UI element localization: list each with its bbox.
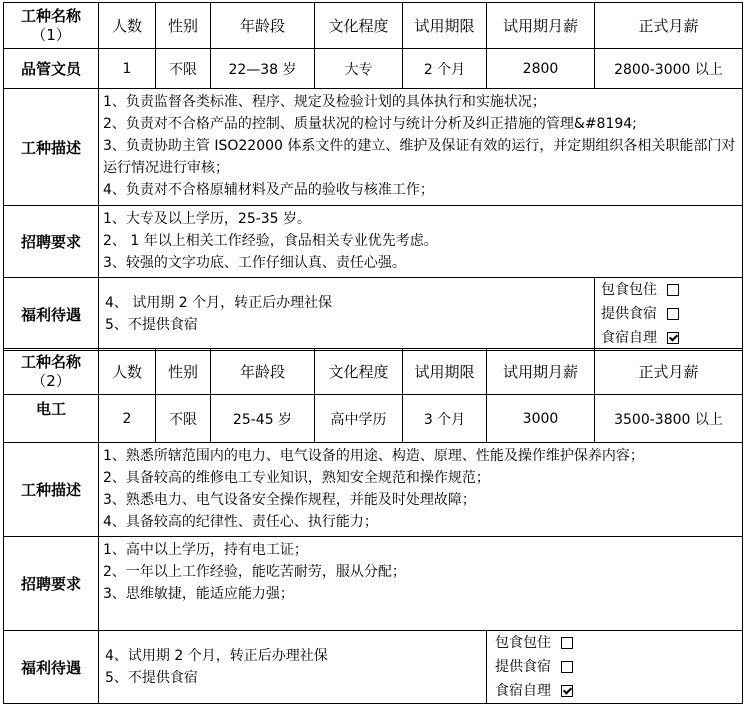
option-label: 包食包住: [495, 635, 551, 651]
desc-label: 工种描述: [4, 443, 99, 537]
desc-line: 4、具备较高的纪律性、责任心、执行能力；: [103, 514, 378, 530]
header-probation: 试用期限: [403, 349, 487, 395]
value-probation-salary: 3000: [487, 395, 595, 443]
option-board-lodging[interactable]: [601, 278, 736, 302]
value-age: 25-45 岁: [211, 395, 315, 443]
header-salary: 正式月薪: [595, 349, 743, 395]
header-row: [4, 349, 743, 395]
option-label: 食宿自理: [495, 683, 551, 699]
value-probation-salary: 2800: [487, 49, 595, 89]
checkbox-icon[interactable]: [561, 661, 573, 673]
desc-content: [99, 89, 743, 206]
header-probation: 试用期限: [403, 3, 487, 49]
req-row: [4, 537, 743, 631]
desc-line: 1、负责监督各类标准、程序、规定及检验计划的具体执行和实施状况；: [103, 94, 546, 110]
value-education: 大专: [315, 49, 403, 89]
benefit-row: [4, 278, 743, 351]
header-education: 文化程度: [315, 3, 403, 49]
ben-line: 4、 试用期 2 个月，转正后办理社保: [105, 295, 333, 311]
ben-content: [99, 631, 487, 704]
value-age: 22—38 岁: [211, 49, 315, 89]
value-probation: 3 个月: [403, 395, 487, 443]
req-line: 3、较强的文字功底、工作仔细认真、责任心强。: [103, 255, 406, 271]
option-provide-meals[interactable]: [495, 655, 736, 679]
req-line: 2、一年以上工作经验，能吃苦耐劳，服从分配；: [103, 564, 406, 580]
checkbox-checked-icon[interactable]: [561, 685, 573, 697]
checkbox-icon[interactable]: [667, 308, 679, 320]
header-probation-salary: 试用期月薪: [487, 3, 595, 49]
req-label: 招聘要求: [4, 537, 99, 631]
desc-line: 3、负责协助主管 ISO22000 体系文件的建立、维护及保证有效的运行，并定期组织各相关职能部门对运行情况进行审核；: [103, 138, 736, 176]
desc-line: 2、具备较高的维修电工专业知识，熟知安全规范和操作规范；: [103, 470, 490, 486]
desc-content: [99, 443, 743, 537]
value-row: [4, 49, 743, 89]
req-line: 2、 1 年以上相关工作经验，食品相关专业优先考虑。: [103, 233, 438, 249]
option-self-arranged[interactable]: [601, 326, 736, 350]
job-name: 品管文员: [4, 49, 99, 89]
header-count: 人数: [99, 349, 156, 395]
header-education: 文化程度: [315, 349, 403, 395]
value-education: 高中学历: [315, 395, 403, 443]
job-table-1: [3, 2, 743, 351]
option-label: 提供食宿: [495, 659, 551, 675]
ben-options: [595, 278, 743, 351]
desc-line: 1、熟悉所辖范围内的电力、电气设备的用途、构造、原理、性能及操作维护保养内容；: [103, 448, 644, 464]
req-row: [4, 206, 743, 278]
header-age: 年龄段: [211, 3, 315, 49]
job-index: （1）: [31, 25, 71, 44]
desc-line: 3、熟悉电力、电气设备安全操作规程，并能及时处理故障；: [103, 492, 476, 508]
job-title-label-cell: [4, 349, 99, 395]
checkbox-icon[interactable]: [561, 637, 573, 649]
option-self-arranged[interactable]: [495, 679, 736, 703]
header-salary: 正式月薪: [595, 3, 743, 49]
ben-line: 4、试用期 2 个月，转正后办理社保: [105, 648, 328, 664]
option-label: 提供食宿: [601, 306, 657, 322]
header-age: 年龄段: [211, 349, 315, 395]
req-content: [99, 537, 743, 631]
req-line: 3、思维敏捷，能适应能力强；: [103, 586, 294, 602]
job-title-label: 工种名称: [20, 6, 81, 25]
value-gender: 不限: [156, 49, 211, 89]
desc-row: [4, 89, 743, 206]
header-probation-salary: 试用期月薪: [487, 349, 595, 395]
value-probation: 2 个月: [403, 49, 487, 89]
desc-label: 工种描述: [4, 89, 99, 206]
header-gender: 性别: [156, 349, 211, 395]
value-count: 1: [99, 49, 156, 89]
value-gender: 不限: [156, 395, 211, 443]
value-salary: 3500-3800 以上: [595, 395, 743, 443]
req-label: 招聘要求: [4, 206, 99, 278]
ben-line: 5、不提供食宿: [105, 670, 198, 686]
req-content: [99, 206, 743, 278]
benefit-row: [4, 631, 743, 704]
value-count: 2: [99, 395, 156, 443]
ben-content: [99, 278, 595, 351]
option-label: 食宿自理: [601, 330, 657, 346]
header-count: 人数: [99, 3, 156, 49]
desc-line: 2、负责对不合格产品的控制、质量状况的检讨与统计分析及纠正措施的管理&#8194;: [103, 116, 637, 132]
job-title-label-cell: [4, 3, 99, 49]
option-board-lodging[interactable]: [495, 631, 736, 655]
desc-line: 4、负责对不合格原辅材料及产品的验收与核准工作；: [103, 182, 434, 198]
job-title-label: 工种名称: [20, 352, 81, 371]
job-index: （2）: [31, 371, 71, 390]
job-table-2: [3, 348, 743, 704]
ben-label: 福利待遇: [4, 631, 99, 704]
value-row: [4, 395, 743, 443]
ben-label: 福利待遇: [4, 278, 99, 351]
job-name: 电工: [4, 395, 99, 443]
checkbox-icon[interactable]: [667, 284, 679, 296]
desc-row: [4, 443, 743, 537]
req-line: 1、大专及以上学历，25-35 岁。: [103, 211, 312, 227]
checkbox-checked-icon[interactable]: [667, 332, 679, 344]
option-provide-meals[interactable]: [601, 302, 736, 326]
value-salary: 2800-3000 以上: [595, 49, 743, 89]
req-line: 1、高中以上学历，持有电工证；: [103, 542, 308, 558]
option-label: 包食包住: [601, 282, 657, 298]
header-row: [4, 3, 743, 49]
ben-options: [487, 631, 743, 704]
header-gender: 性别: [156, 3, 211, 49]
ben-line: 5、不提供食宿: [105, 317, 198, 333]
